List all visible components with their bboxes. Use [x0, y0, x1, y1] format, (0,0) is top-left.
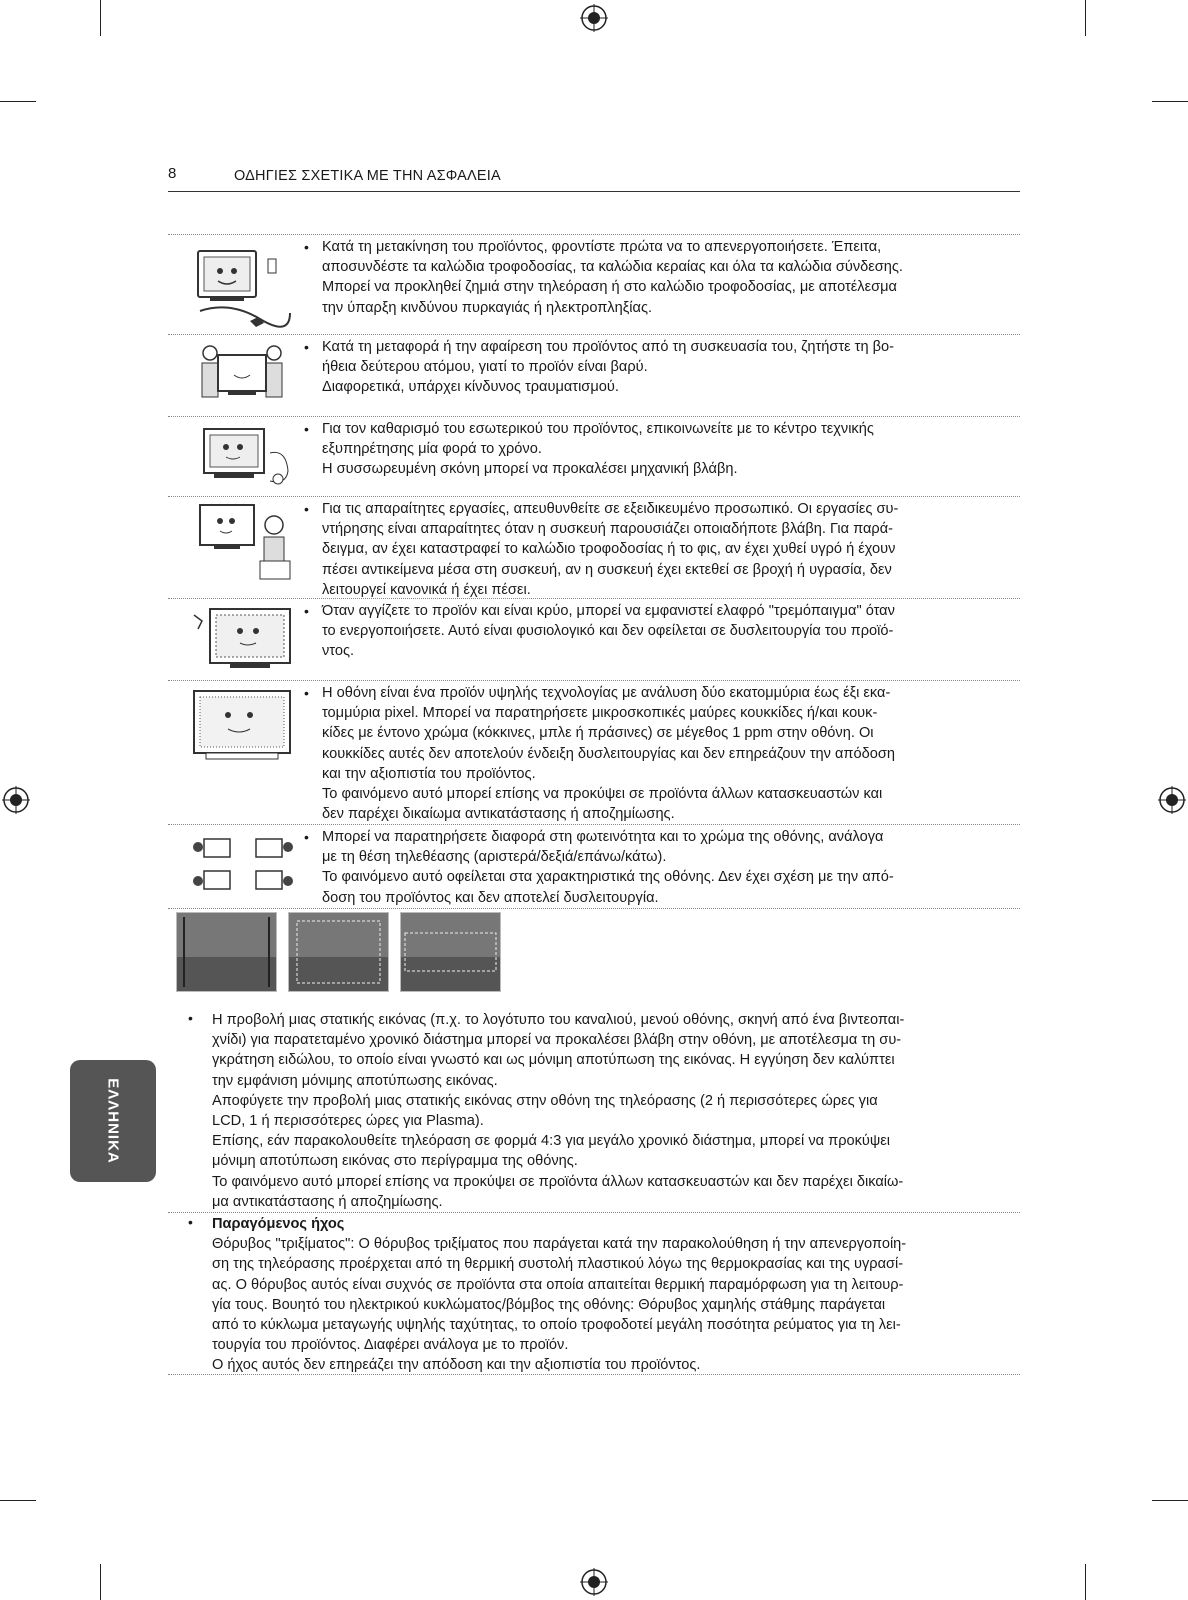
text-line: από το κύκλωμα μεταγωγής υψηλής ταχύτητας, το οποίο τροφοδοτεί μεγάλη ποσότητα ρεύματος για τη λει- [212, 1317, 901, 1334]
bullet: • [304, 421, 309, 437]
text-line: αποσυνδέστε τα καλώδια τροφοδοσίας, τα καλώδια κεραίας και όλα τα καλώδια σύνδεσης. [322, 259, 903, 276]
bullet: • [304, 829, 309, 845]
service-technician-illustration-icon [190, 499, 296, 585]
safety-row-text [304, 683, 1016, 824]
sound-text [212, 1214, 1016, 1376]
text-line: γία τους. Βουητό του ηλεκτρικού κυκλώματος/βόμβος της οθόνης: Θόρυβος χαμηλής στάθμης παράγεται [212, 1296, 886, 1313]
text-line: Μπορεί να παρατηρήσετε διαφορά στη φωτεινότητα και το χρώμα της οθόνης, ανάλογα [322, 829, 884, 845]
text-line: δοση του προϊόντος και δεν αποτελεί δυσλειτουργία. [322, 889, 659, 906]
text-line: ήθεια δεύτερου ατόμου, γιατί το προϊόν είναι βαρύ. [322, 359, 648, 376]
text-line: Θόρυβος "τριξίματος": Ο θόρυβος τριξίματος που παράγεται κατά την παρακολούθηση ή την απενεργοποίη- [212, 1236, 907, 1253]
text-line: πέσει αντικείμενα μέσα στη συσκευή, αν η συσκευή έχει εκτεθεί σε βροχή ή υγρασία, δεν [322, 561, 892, 578]
text-line: Το φαινόμενο αυτό μπορεί επίσης να προκύψει σε προϊόντα άλλων κατασκευαστών και [322, 786, 883, 803]
registration-mark-icon [580, 1568, 608, 1596]
text-line: λειτουργεί κανονικά ή έχει πέσει. [322, 581, 531, 598]
viewing-angle-illustration-icon [190, 831, 296, 901]
bullet: • [304, 501, 309, 517]
text-line: Το φαινόμενο αυτό μπορεί επίσης να προκύψει σε προϊόντα άλλων κατασκευαστών και δεν παρέχει δικαίω- [212, 1173, 904, 1190]
text-line: Για τις απαραίτητες εργασίες, απευθυνθείτε σε εξειδικευμένο προσωπικό. Οι εργασίες συ- [322, 501, 899, 517]
text-line: το ενεργοποιήσετε. Αυτό είναι φυσιολογικό και δεν οφείλεται σε δυσλειτουργία του προϊό- [322, 623, 894, 640]
crop-mark [1152, 1500, 1188, 1501]
sound-title: Παραγόμενος ήχος [212, 1216, 345, 1232]
text-line: Κατά τη μετακίνηση του προϊόντος, φροντίστε πρώτα να το απενεργοποιήσετε. Έπειτα, [322, 239, 882, 255]
crop-mark [1085, 0, 1086, 36]
text-line: ας. Ο θόρυβος αυτός είναι συχνός σε προϊόντα στα οποία απαιτείται θερμική παραμόρφωση για τη λειτουρ- [212, 1276, 904, 1293]
text-line: μα αντικατάστασης ή αποζημίωσης. [212, 1193, 443, 1210]
text-line: δειγμα, αν έχει καταστραφεί το καλώδιο τροφοδοσίας ή το φις, αν έχει χυθεί υγρό ή έχουν [322, 541, 896, 558]
text-line: Επίσης, εάν παρακολουθείτε τηλεόραση σε φορμά 4:3 για μεγάλο χρονικό διάστημα, μπορεί να προκύψει [212, 1133, 891, 1150]
text-line: και την αξιοπιστία του προϊόντος. [322, 765, 536, 782]
language-tab [70, 1060, 156, 1182]
safety-row [168, 680, 1020, 825]
page-number: 8 [168, 165, 177, 182]
text-line: τομμύρια pixel. Μπορεί να παρατηρήσετε μικροσκοπικές μαύρες κουκκίδες ή/και κουκ- [322, 705, 878, 722]
text-line: ση της τηλεόρασης προέρχεται από τη θερμική συστολή πλαστικού λόγω της θερμοκρασίας και της υγρασί- [212, 1256, 904, 1273]
bullet: • [304, 603, 309, 619]
text-line: Διαφορετικά, υπάρχει κίνδυνος τραυματισμού. [322, 379, 619, 396]
tv-cleaning-illustration-icon [190, 423, 296, 491]
text-line: γκράτηση ειδώλου, το οποίο είναι γνωστό και ως μόνιμη αποτύπωση της εικόνας. Η εγγύηση δεν καλύπτει [212, 1052, 895, 1069]
text-line: Κατά τη μεταφορά ή την αφαίρεση του προϊόντος από τη συσκευασία του, ζητήστε τη βο- [322, 339, 894, 355]
page-title: ΟΔΗΓΙΕΣ ΣΧΕΤΙΚΑ ΜΕ ΤΗΝ ΑΣΦΑΛΕΙΑ [234, 168, 501, 184]
text-line: κίδες με έντονο χρώμα (κόκκινες, μπλε ή πράσινες) σε μέγεθος 1 ppm στην οθόνη. Οι [322, 725, 874, 742]
language-tab-label: ΕΛΛΗΝΙΚΑ [104, 1078, 122, 1164]
row-divider [168, 1212, 1020, 1213]
page-header [168, 165, 1020, 192]
text-line: ντος. [322, 643, 355, 660]
safety-row-text [304, 827, 1016, 908]
text-line: ντήρησης είναι απαραίτητες όταν η συσκευή παρουσιάζει οποιαδήποτε βλάβη. Για παρά- [322, 521, 894, 538]
tv-pixel-dots-illustration-icon [190, 687, 296, 769]
cold-tv-flicker-illustration-icon [190, 603, 296, 677]
safety-row-text [304, 419, 1016, 480]
crop-mark [100, 1564, 101, 1600]
text-line: Το φαινόμενο αυτό οφείλεται στα χαρακτηριστικά της οθόνης. Δεν έχει σχέση με την από- [322, 869, 894, 886]
text-line: δεν παρέχει δικαίωμα αντικατάστασης ή αποζημίωσης. [322, 806, 675, 823]
text-line: μόνιμη αποτύπωση εικόνας στο περίγραμμα της οθόνης. [212, 1153, 578, 1170]
text-line: LCD, 1 ή περισσότερες ώρες για Plasma). [212, 1113, 484, 1130]
safety-row [168, 416, 1020, 497]
sound-section [168, 1214, 1020, 1374]
text-line: εξυπηρέτησης μία φορά το χρόνο. [322, 441, 542, 458]
safety-row-text [304, 337, 1016, 398]
text-line: Ο ήχος αυτός δεν επηρεάζει την απόδοση και την αξιοπιστία του προϊόντος. [212, 1357, 701, 1374]
static-image-text [212, 1010, 1016, 1212]
bullet: • [188, 1214, 193, 1230]
safety-row [168, 334, 1020, 417]
bullet: • [304, 339, 309, 355]
text-line: Αποφύγετε την προβολή μιας στατικής εικόνας στην οθόνη της τηλεόρασης (2 ή περισσότερες ώρες για [212, 1092, 878, 1109]
tv-unplug-illustration-icon [190, 241, 296, 329]
row-divider [168, 908, 1020, 909]
static-image-photo [400, 912, 501, 992]
text-line: Για τον καθαρισμό του εσωτερικού του προϊόντος, επικοινωνείτε με το κέντρο τεχνικής [322, 421, 874, 437]
crop-mark [1085, 1564, 1086, 1600]
text-line: Όταν αγγίζετε το προϊόν και είναι κρύο, μπορεί να εμφανιστεί ελαφρό "τρεμόπαιγμα" όταν [322, 603, 895, 619]
crop-mark [100, 0, 101, 36]
bullet: • [304, 685, 309, 701]
text-line: Μπορεί να προκληθεί ζημιά στην τηλεόραση ή στο καλώδιο τροφοδοσίας, με αποτέλεσμα [322, 279, 897, 296]
safety-row [168, 824, 1020, 909]
registration-mark-icon [2, 786, 30, 814]
text-line: κουκκίδες αυτές δεν αποτελούν ένδειξη δυσλειτουργίας και δεν επηρεάζουν την απόδοση [322, 745, 895, 762]
static-image-section [168, 1010, 1020, 1210]
static-image-photo [288, 912, 389, 992]
registration-mark-icon [1158, 786, 1186, 814]
row-divider [168, 1374, 1020, 1375]
safety-row-text [304, 237, 1016, 318]
text-line: την ύπαρξη κινδύνου πυρκαγιάς ή ηλεκτροπληξίας. [322, 299, 653, 316]
static-image-photo [176, 912, 277, 992]
text-line: την εμφάνιση μόνιμης αποτύπωσης εικόνας. [212, 1072, 498, 1089]
text-line: Η οθόνη είναι ένα προϊόν υψηλής τεχνολογίας με ανάλυση δύο εκατομμύρια έως έξι εκα- [322, 685, 891, 701]
crop-mark [1152, 101, 1188, 102]
text-line: τουργία του προϊόντος. Διαφέρει ανάλογα με το προϊόν. [212, 1337, 569, 1354]
text-line: με τη θέση τηλεθέασης (αριστερά/δεξιά/επάνω/κάτω). [322, 849, 667, 866]
bullet: • [188, 1010, 193, 1026]
safety-row [168, 598, 1020, 681]
text-line: Η συσσωρευμένη σκόνη μπορεί να προκαλέσει μηχανική βλάβη. [322, 461, 738, 478]
crop-mark [0, 1500, 36, 1501]
bullet: • [304, 239, 309, 255]
registration-mark-icon [580, 4, 608, 32]
two-people-carry-tv-illustration-icon [190, 341, 296, 411]
safety-row-text [304, 601, 1016, 662]
text-line: χνίδι) για παρατεταμένο χρονικό διάστημα μπορεί να προκαλέσει βλάβη στην οθόνη, με αποτέλεσμα τη συ- [212, 1032, 902, 1049]
crop-mark [0, 101, 36, 102]
text-line: Η προβολή μιας στατικής εικόνας (π.χ. το λογότυπο του καναλιού, μενού οθόνης, σκηνή από ένα βιντεοπαι- [212, 1012, 905, 1028]
safety-row [168, 496, 1020, 599]
safety-row-text [304, 499, 1016, 600]
safety-row [168, 234, 1020, 335]
